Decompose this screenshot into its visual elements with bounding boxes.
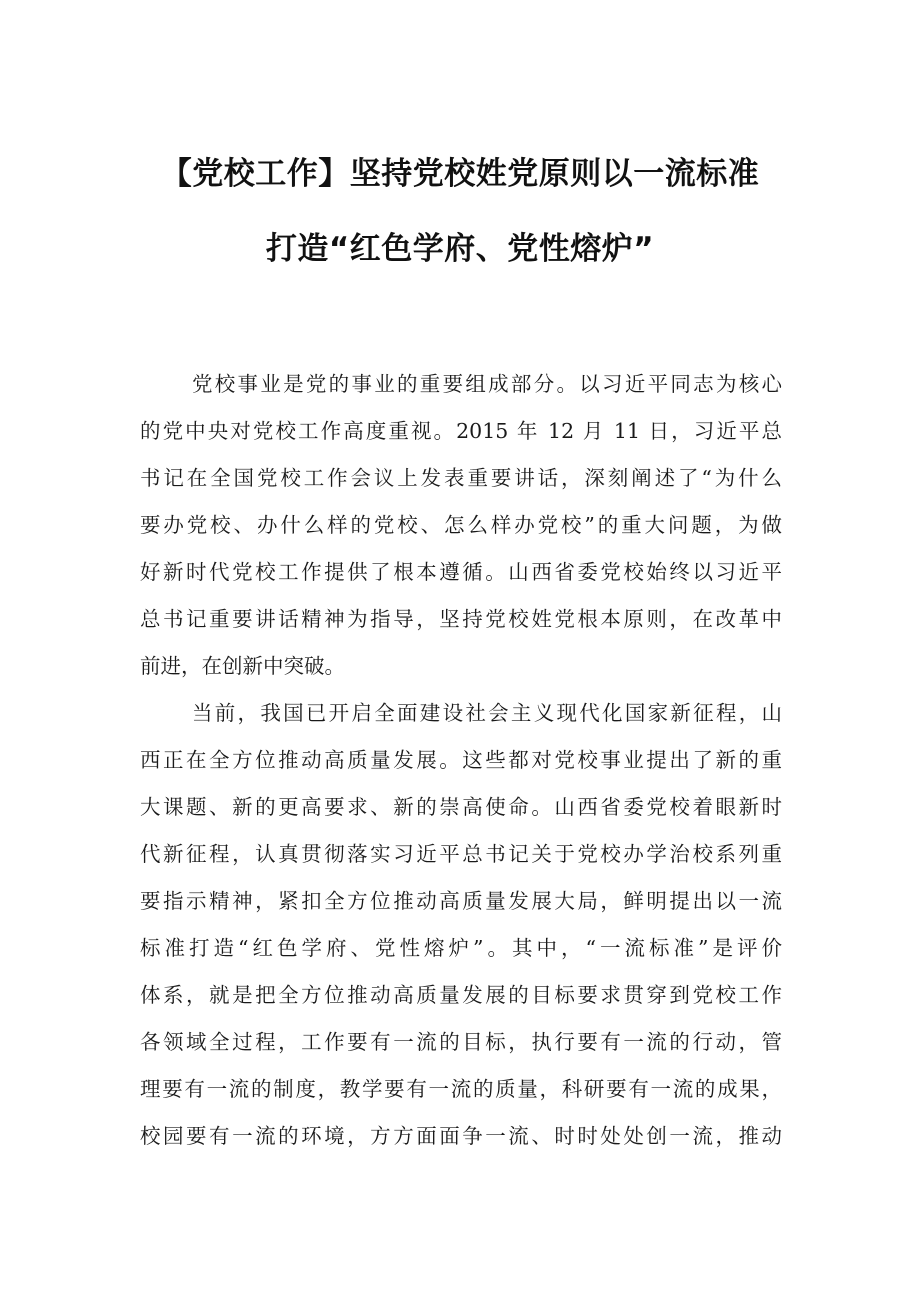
paragraph-line: 各领域全过程，工作要有一流的目标，执行要有一流的行动，管 (140, 1030, 782, 1054)
title-line-2: 打造“红色学府、党性熔炉” (265, 231, 655, 267)
paragraph-line: 西正在全方位推动高质量发展。这些都对党校事业提出了新的重 (140, 748, 782, 772)
paragraph-line: 校园要有一流的环境，方方面面争一流、时时处处创一流，推动 (140, 1124, 782, 1148)
paragraph-line: 的党中央对党校工作高度重视。2015 年 12 月 11 日，习近平总 (140, 419, 782, 443)
paragraph-line: 要指示精神，紧扣全方位推动高质量发展大局，鲜明提出以一流 (140, 889, 782, 913)
paragraph-line: 代新征程，认真贯彻落实习近平总书记关于党校办学治校系列重 (140, 842, 782, 866)
paragraph-1 (140, 366, 782, 695)
paragraph-line: 前进，在创新中突破。 (140, 654, 345, 678)
paragraph-line: 书记在全国党校工作会议上发表重要讲话，深刻阐述了“为什么 (140, 466, 782, 490)
paragraph-line: 理要有一流的制度，教学要有一流的质量，科研要有一流的成果， (140, 1077, 782, 1101)
paragraph-line: 当前，我国已开启全面建设社会主义现代化国家新征程，山 (192, 701, 782, 725)
paragraph-line: 标准打造“红色学府、党性熔炉”。其中，“一流标准”是评价 (140, 936, 782, 960)
paragraph-line: 大课题、新的更高要求、新的崇高使命。山西省委党校着眼新时 (140, 795, 782, 819)
paragraph-line: 要办党校、办什么样的党校、怎么样办党校”的重大问题，为做 (140, 513, 782, 537)
paragraph-line: 体系，就是把全方位推动高质量发展的目标要求贯穿到党校工作 (140, 983, 782, 1007)
document-body (140, 366, 782, 1165)
paragraph-line: 党校事业是党的事业的重要组成部分。以习近平同志为核心 (192, 372, 782, 396)
paragraph-line: 总书记重要讲话精神为指导，坚持党校姓党根本原则，在改革中 (140, 607, 782, 631)
title-line-1: 【党校工作】坚持党校姓党原则以一流标准 (160, 156, 760, 192)
document-title (140, 150, 780, 273)
paragraph-2 (140, 695, 782, 1165)
paragraph-line: 好新时代党校工作提供了根本遵循。山西省委党校始终以习近平 (140, 560, 782, 584)
